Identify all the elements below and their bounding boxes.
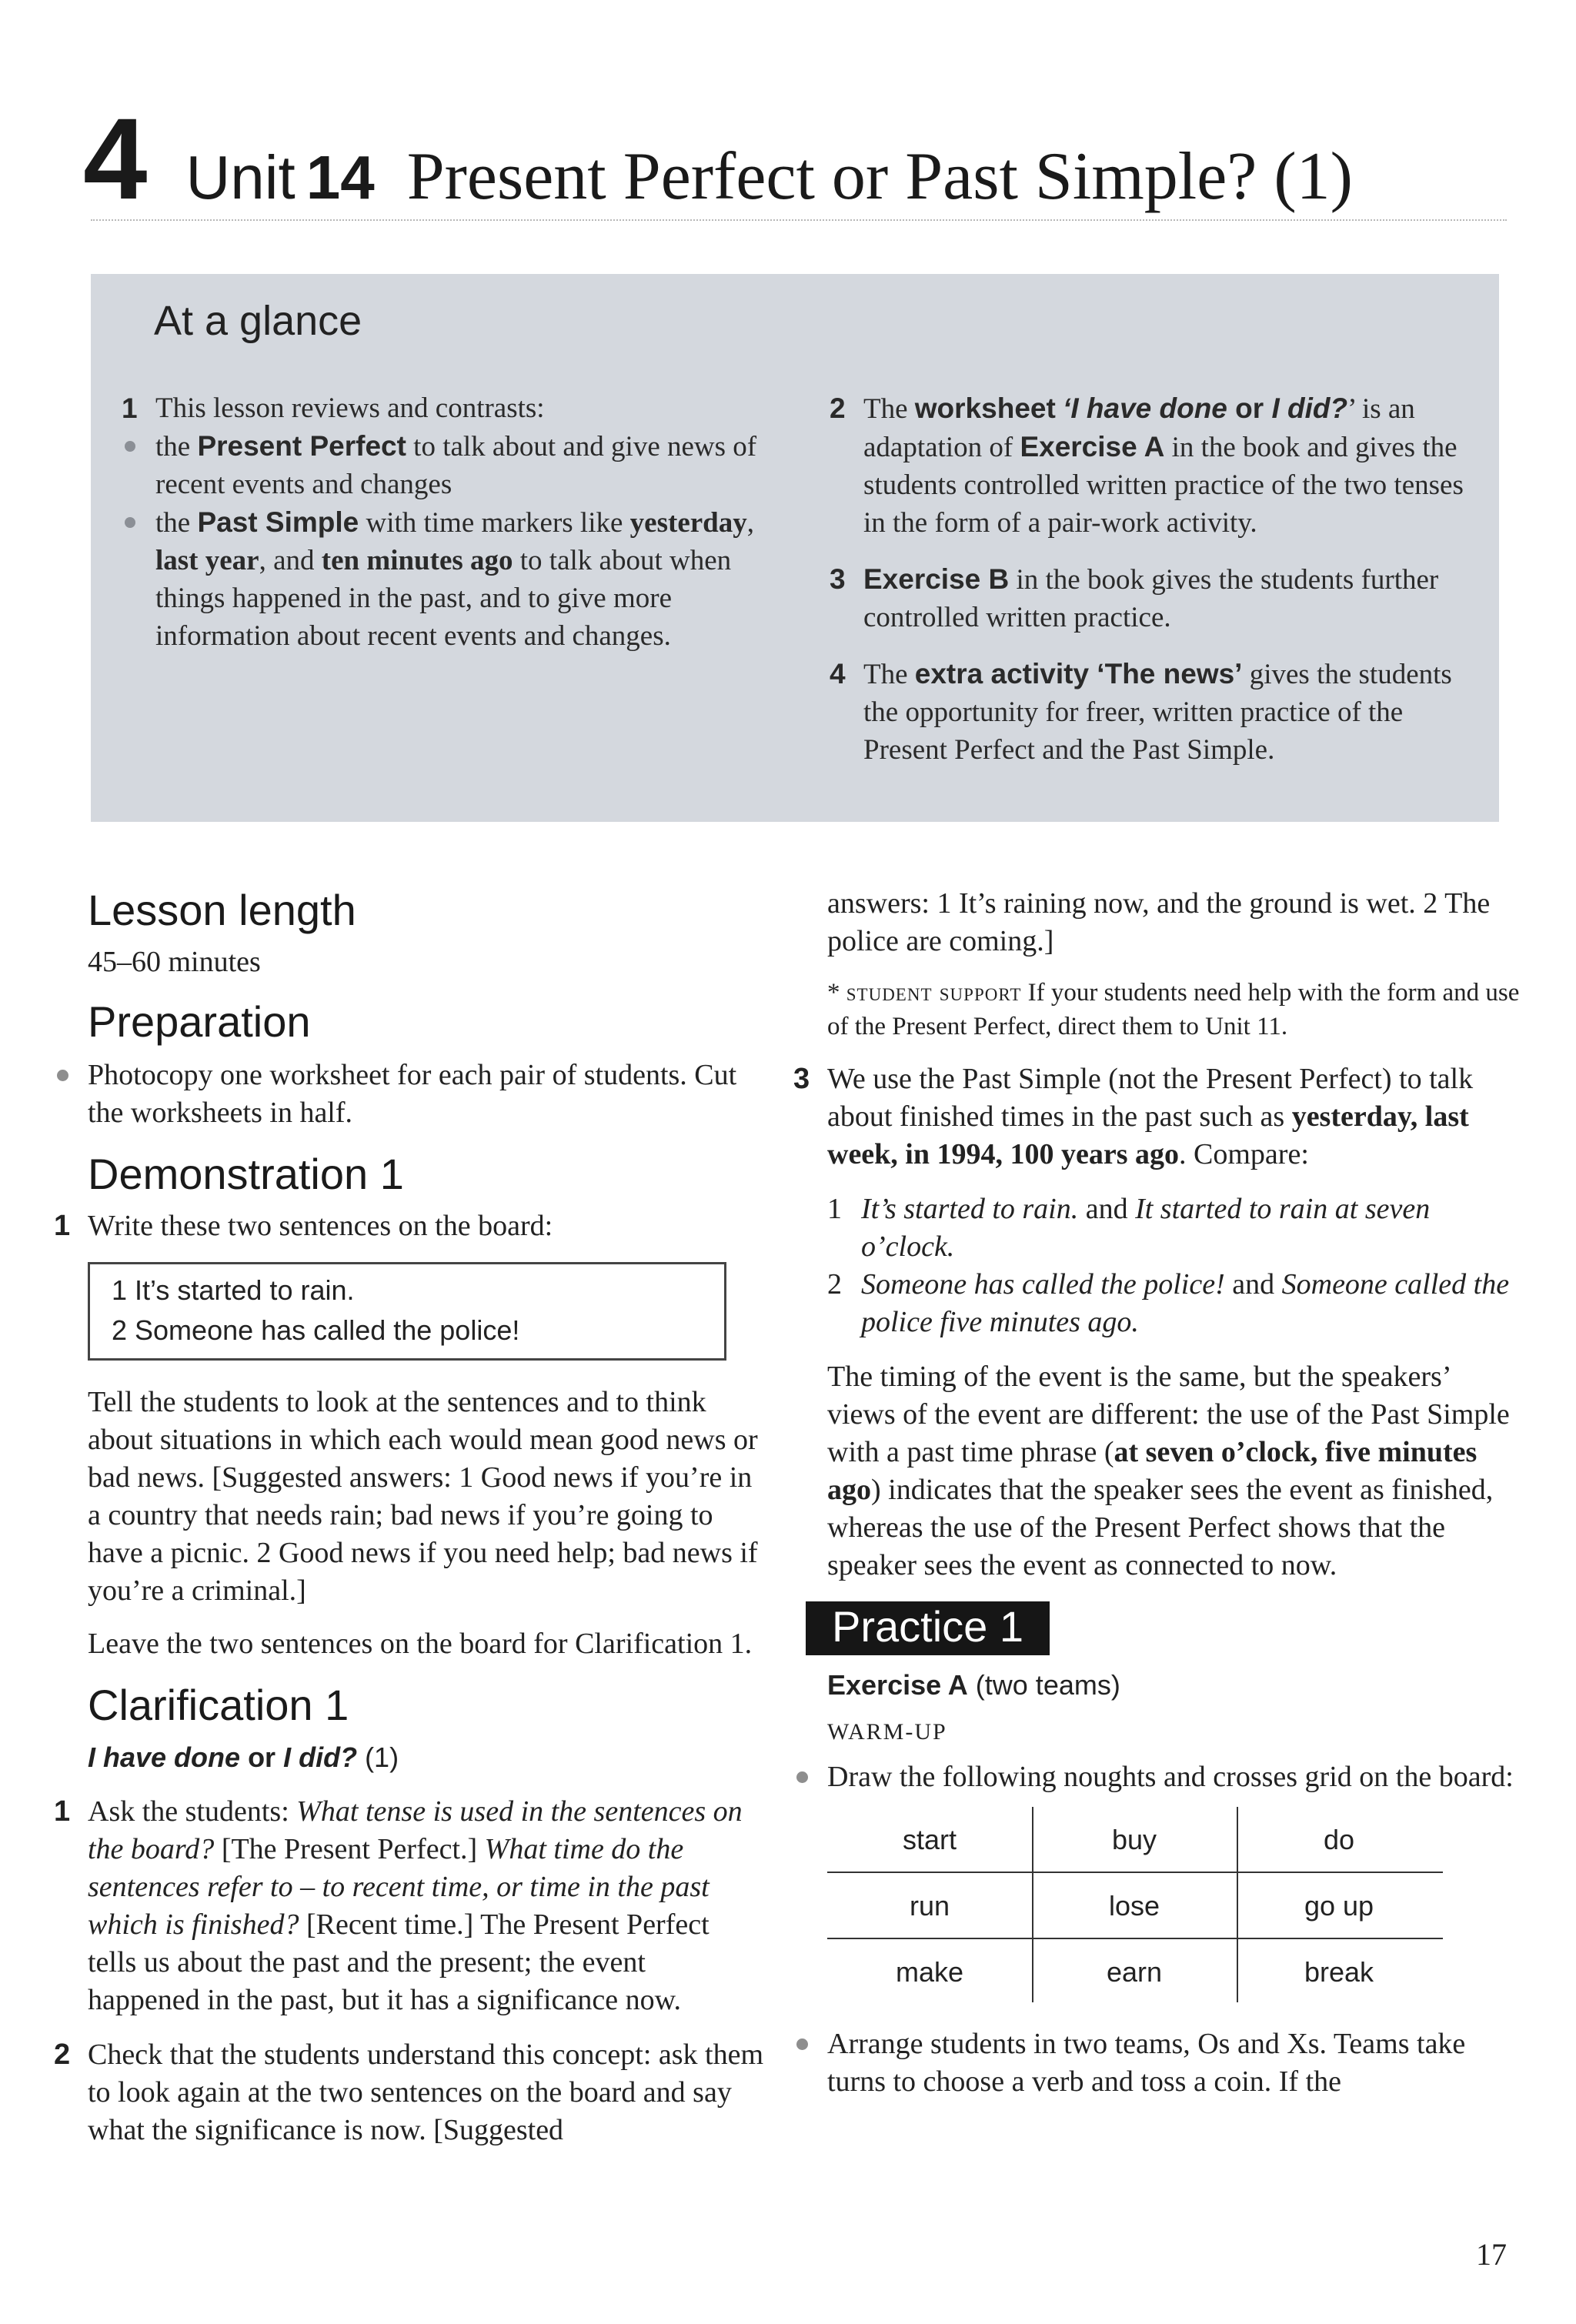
answers-continuation: answers: 1 It’s raining now, and the ground is wet. 2 The police are coming.]: [827, 887, 1491, 957]
board-sentence: 1 It’s started to rain.: [112, 1274, 355, 1306]
demonstration-heading: Demonstration 1: [88, 1150, 404, 1198]
lesson-length-value: 45–60 minutes: [88, 946, 261, 978]
grid-cell: break: [1304, 1956, 1374, 1988]
grid-cell: start: [902, 1824, 957, 1855]
glance-bullet-past-simple: the Past Simple with time markers like yesterday, last year, and ten minutes ago to talk about when things happened in the past, and to give more information about recent events and changes.: [155, 503, 783, 655]
draw-grid-instruction: Draw the following noughts and crosses grid on the board:: [827, 1758, 1520, 1796]
demonstration-note: Leave the two sentences on the board for Clarification 1.: [88, 1628, 753, 1660]
unit-title: Present Perfect or Past Simple? (1): [406, 139, 1353, 214]
clarification-subheading: I have done or I did? (1): [88, 1741, 399, 1773]
grid-line: [827, 1872, 1443, 1873]
exercise-a-heading: Exercise A (two teams): [827, 1669, 1120, 1701]
demonstration-step-1: 1 Write these two sentences on the board:: [54, 1210, 553, 1242]
unit-number: 14: [306, 143, 375, 212]
grid-cell: go up: [1304, 1890, 1374, 1922]
warm-up-label: WARM-UP: [827, 1719, 947, 1745]
title-divider: [91, 219, 1507, 221]
grid-cell: make: [895, 1956, 964, 1988]
page-title: [83, 92, 1353, 223]
grid-cell: lose: [1108, 1890, 1160, 1922]
grid-cell: do: [1323, 1824, 1355, 1855]
lesson-length-heading: Lesson length: [88, 886, 356, 934]
student-support-note: * student support If your students need help with the form and use of the Present Perfect, direct them to Unit 11.: [827, 979, 1520, 1040]
timing-paragraph: The timing of the event is the same, but the speakers’ views of the event are different: the use of the Past Simple with a past time phrase (at seven o’clock, five minutes ago) indicates that the speaker sees the event as finished, whereas the use of the Present Perfect shows that the speaker sees the event as connected to now.: [827, 1361, 1510, 1581]
glance-left-column: [122, 389, 783, 655]
board-sentence: 2 Someone has called the police!: [112, 1314, 520, 1346]
glance-item-number: 1: [122, 392, 138, 424]
demonstration-paragraph: Tell the students to look at the sentences and to think about situations in which each would mean good news or bad news. [Suggested answers: 1 Good news if you’re in a country that needs rain; bad news if you’re going to have a picnic. 2 Good news if you need help; bad news if you’re a criminal.]: [88, 1386, 758, 1607]
preparation-heading: Preparation: [88, 997, 311, 1046]
glance-item-1-intro: This lesson reviews and contrasts:: [155, 392, 545, 424]
unit-label: Unit: [185, 143, 296, 212]
glance-item-3: 3 Exercise B in the book gives the students further controlled written practice.: [830, 563, 1439, 633]
chapter-number: 4: [83, 94, 148, 223]
compare-item-1: 1 It’s started to rain. and It started to rain at seven o’clock.: [827, 1193, 1431, 1263]
grid-cell: run: [909, 1890, 950, 1922]
clarification-heading: Clarification 1: [88, 1681, 349, 1729]
arrange-teams-instruction: Arrange students in two teams, Os and Xs. Teams take turns to choose a verb and toss a coin. If the: [827, 2025, 1520, 2101]
noughts-and-crosses-grid: [827, 1807, 1520, 2022]
glance-bullet-present-perfect: the Present Perfect to talk about and give news of recent events and changes: [155, 427, 783, 503]
practice-heading: Practice 1: [806, 1601, 1520, 1655]
board-sentences-box: [88, 1262, 726, 1361]
glance-right-column: [830, 389, 1468, 769]
grid-cell: earn: [1106, 1956, 1163, 1988]
glance-item-2: 2 The worksheet ‘I have done or I did?’ is an adaptation of Exercise A in the book and gives the students controlled written practice of the two tenses in the form of a pair-work activity.: [830, 392, 1464, 539]
at-a-glance-box: [91, 274, 1499, 822]
left-column: [54, 885, 765, 2149]
preparation-text: Photocopy one worksheet for each pair of students. Cut the worksheets in half.: [88, 1057, 765, 1132]
glance-item-4: 4 The extra activity ‘The news’ gives the students the opportunity for freer, written practice of the Present Perfect and the Past Simple.: [830, 658, 1452, 766]
right-column: [793, 885, 1520, 2101]
page-number: 17: [1476, 2237, 1507, 2272]
grid-line: [827, 1938, 1443, 1939]
clarification-step-1: 1 Ask the students: What tense is used in the sentences on the board? [The Present Perfect.] What time do the sentences refer to – to recent time, or time in the past which is finished? [Recent time.] The Present Perfect tells us about the past and the present; the event happened in the past, but it has a significance now.: [54, 1795, 743, 2016]
compare-item-2: 2 Someone has called the police! and Someone called the police five minutes ago.: [827, 1268, 1510, 1338]
clarification-step-3: 3 We use the Past Simple (not the Present Perfect) to talk about finished times in the past such as yesterday, last week, in 1994, 100 years ago. Compare:: [793, 1063, 1474, 1170]
at-a-glance-heading: At a glance: [154, 298, 362, 344]
clarification-step-2: 2 Check that the students understand this concept: ask them to look again at the two sentences on the board and say what the significance is now. [Suggested: [54, 2039, 764, 2146]
grid-cell: buy: [1111, 1824, 1157, 1855]
